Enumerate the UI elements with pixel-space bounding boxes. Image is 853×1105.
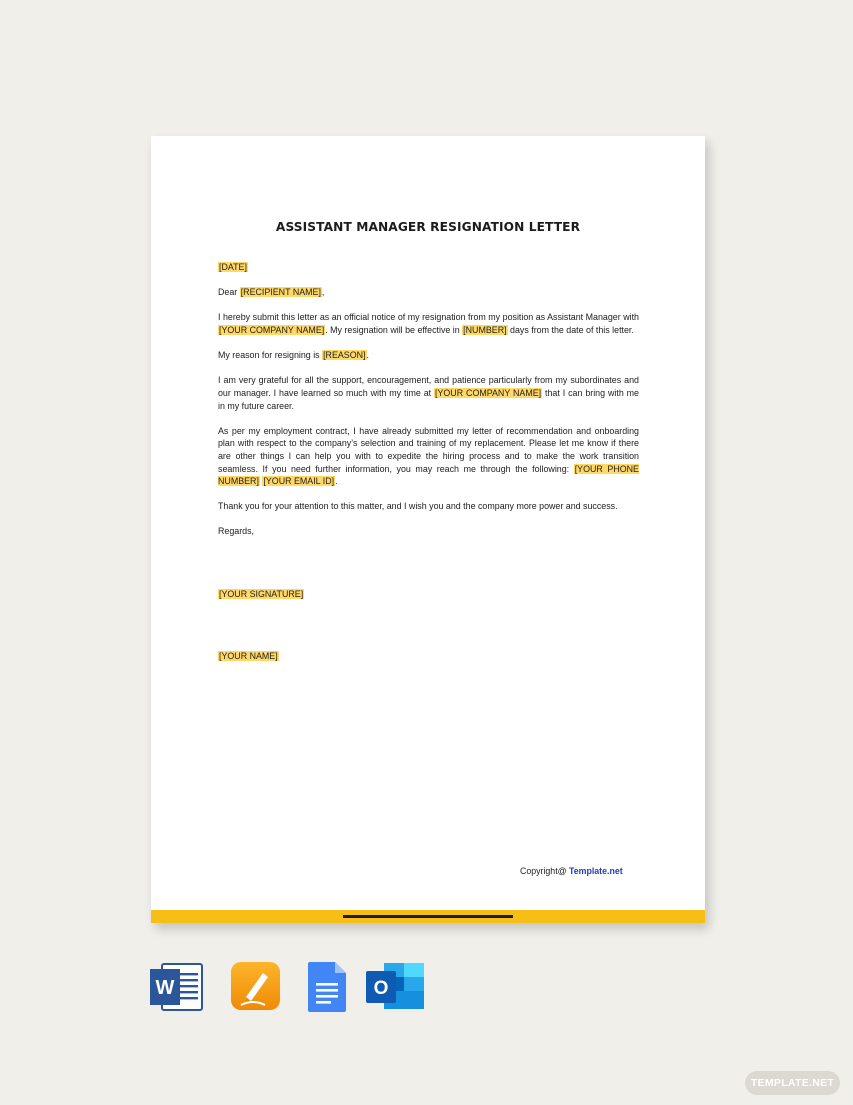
salutation-suffix: , [321,287,325,298]
letter-title: ASSISTANT MANAGER RESIGNATION LETTER [275,220,581,234]
paragraph-5: Thank you for your attention to this matter, and I wish you and the company more power and success. [218,501,618,512]
p1-text-c: days from the date of this letter. [507,324,634,335]
p1-text-b: . My resignation will be effective in [325,324,463,335]
phone-placeholder: [YOUR PHONE NUMBER] [218,463,639,487]
word-icon[interactable] [150,961,204,1013]
footer-line [343,915,513,918]
p3-text-b: that I can bring with me in my future career. [218,387,639,411]
signature-line [218,588,639,601]
date-line [218,261,639,274]
name-line [218,650,639,663]
outlook-icon-letter: O [373,978,389,999]
p4-text-a: As per my employment contract, I have already submitted my letter of recommendation and onboarding plan with respect to the company’s selection and training of my replacement. Please let me know if there are other things I can help you with to expedite the hiring process and to make the work transition seamless. If you need further information, you may reach me through the following: [218,425,639,474]
outlook-icon[interactable] [366,961,426,1013]
email-placeholder: [YOUR EMAIL ID] [263,476,335,487]
footer-bar [151,910,705,923]
name-placeholder: [YOUR NAME] [219,650,278,661]
app-icons-row [150,961,440,1013]
p3-text-a: I am very grateful for all the support, encouragement, and patience particularly from my subordinates and our manager. I have learned so much with my time at [218,375,639,398]
paragraph-2 [218,349,639,362]
copyright [520,866,623,876]
company-placeholder-2: [YOUR COMPANY NAME] [435,387,542,398]
word-icon-letter: W [155,977,175,999]
p4-text-b: . [335,476,338,487]
closing: Regards, [218,526,255,537]
date-placeholder: [DATE] [219,262,247,272]
number-placeholder: [NUMBER] [463,324,507,335]
signature-placeholder: [YOUR SIGNATURE] [219,588,304,599]
recipient-placeholder: [RECIPIENT NAME] [240,287,321,298]
paragraph-1 [218,311,639,336]
p2-text-b: . [366,350,369,361]
salutation-prefix: Dear [218,287,240,298]
letter-page [151,136,705,923]
p2-text-a: My reason for resigning is [218,350,323,361]
pages-icon[interactable] [231,961,281,1011]
paragraph-3 [218,374,639,412]
company-placeholder: [YOUR COMPANY NAME] [219,324,325,335]
p1-text-a: I hereby submit this letter as an official notice of my resignation from my position as Assistant Manager with [218,312,639,323]
paragraph-4 [218,425,639,488]
template-link[interactable]: Template.net [569,866,623,876]
google-docs-icon[interactable] [307,961,347,1013]
template-net-badge[interactable]: TEMPLATE.NET [745,1071,840,1095]
reason-placeholder: [REASON] [323,350,366,361]
letter-body [218,261,639,675]
salutation [218,286,639,299]
copyright-prefix: Copyright@ [520,866,570,876]
